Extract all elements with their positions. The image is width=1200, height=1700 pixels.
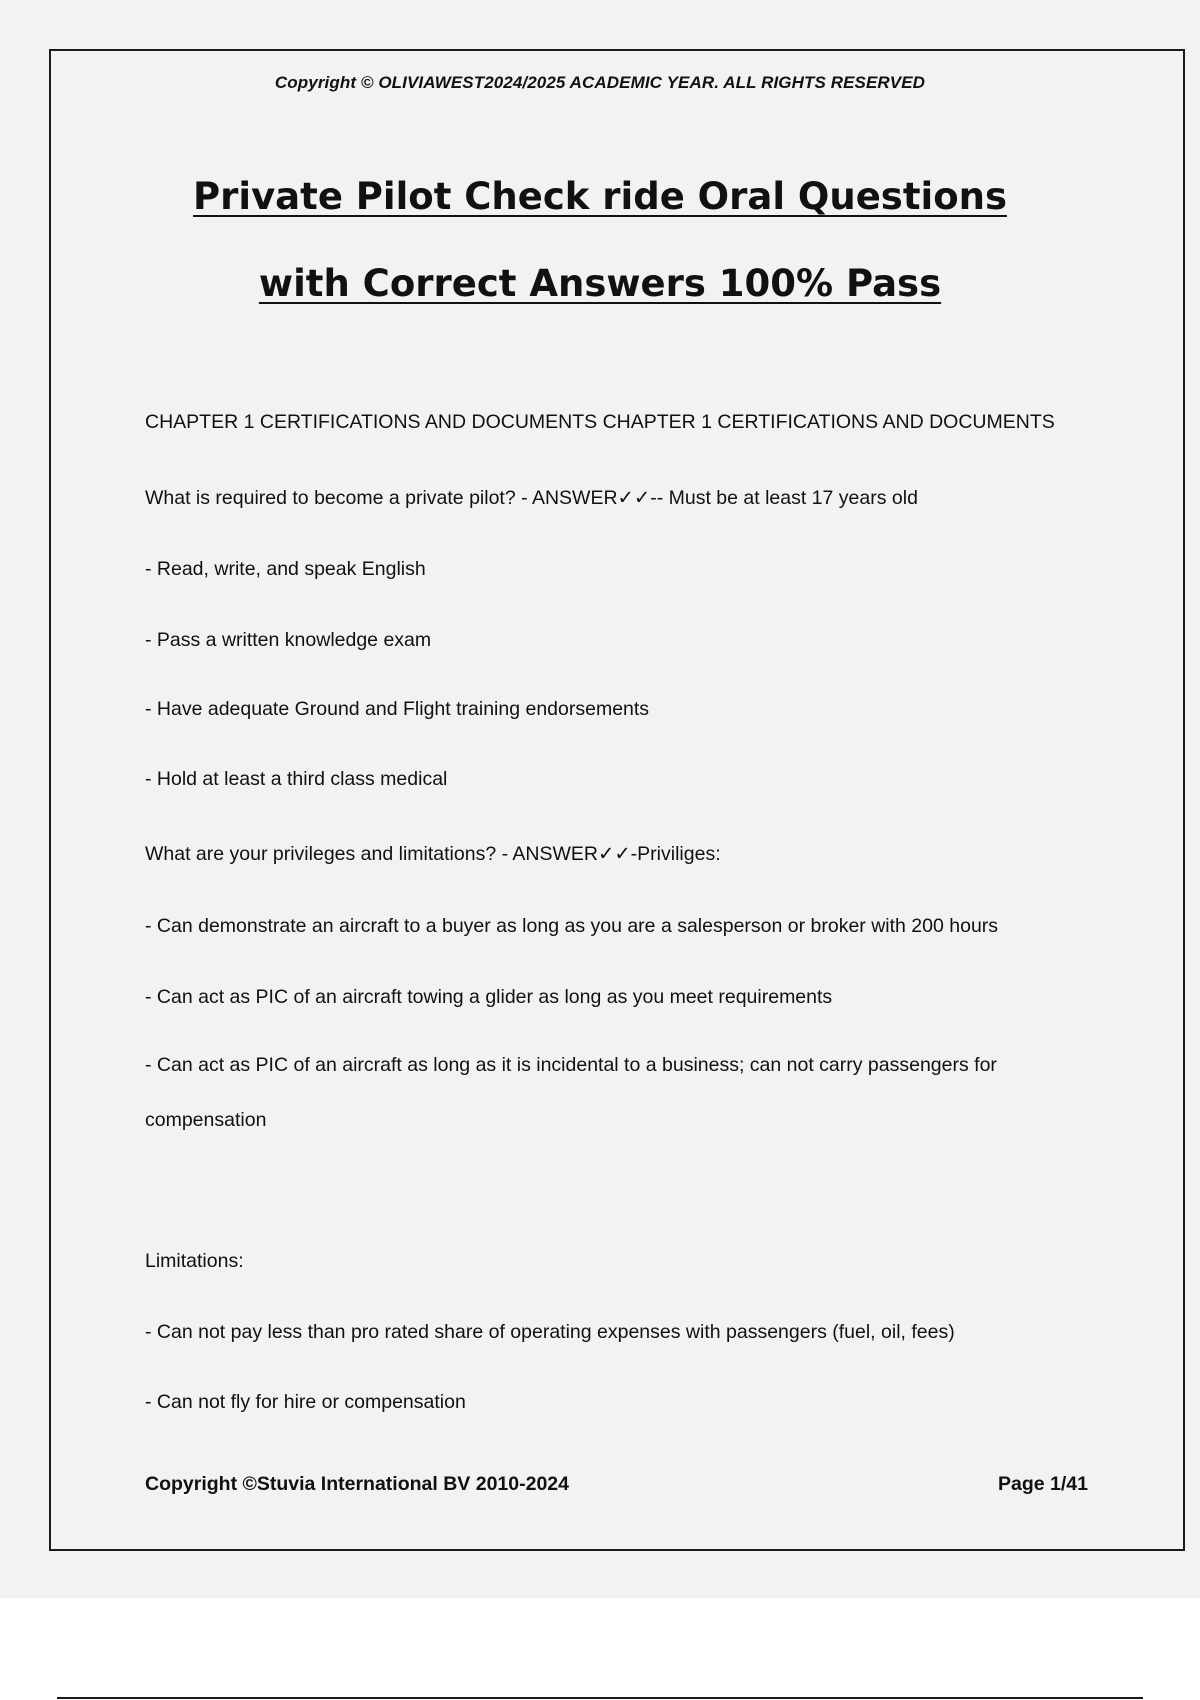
question-2: What are your privileges and limitations? - ANSWER✓✓-Priviliges:: [145, 843, 721, 865]
chapter-heading: CHAPTER 1 CERTIFICATIONS AND DOCUMENTS CHAPTER 1 CERTIFICATIONS AND DOCUMENTS: [145, 411, 1055, 433]
answer-item: - Read, write, and speak English: [145, 558, 426, 580]
document-title-line-1: Private Pilot Check ride Oral Questions: [193, 175, 1007, 218]
privilege-item: - Can act as PIC of an aircraft towing a glider as long as you meet requirements: [145, 986, 833, 1008]
page-number: Page 1/41: [998, 1473, 1088, 1495]
header-copyright: Copyright © OLIVIAWEST2024/2025 ACADEMIC YEAR. ALL RIGHTS RESERVED: [274, 73, 926, 92]
footer-copyright: Copyright ©Stuvia International BV 2010-2024: [145, 1473, 569, 1495]
limitation-item: - Can not pay less than pro rated share of operating expenses with passengers (fuel, oil, fees): [145, 1321, 955, 1343]
next-page-top-rule: [57, 1697, 1143, 1699]
limitation-item: - Can not fly for hire or compensation: [145, 1391, 466, 1413]
privilege-item: - Can act as PIC of an aircraft as long as it is incidental to a business; can not carry passengers for: [145, 1054, 997, 1076]
question-1: What is required to become a private pilot? - ANSWER✓✓-- Must be at least 17 years old: [145, 487, 918, 509]
document-title-line-2: with Correct Answers 100% Pass: [258, 262, 942, 305]
answer-item: - Hold at least a third class medical: [145, 768, 448, 790]
answer-item: - Pass a written knowledge exam: [145, 629, 432, 651]
privilege-item: - Can demonstrate an aircraft to a buyer as long as you are a salesperson or broker with 200 hours: [145, 915, 999, 937]
privilege-item-continued: compensation: [145, 1109, 267, 1131]
limitations-label: Limitations:: [145, 1250, 244, 1272]
answer-item: - Have adequate Ground and Flight training endorsements: [145, 698, 650, 720]
